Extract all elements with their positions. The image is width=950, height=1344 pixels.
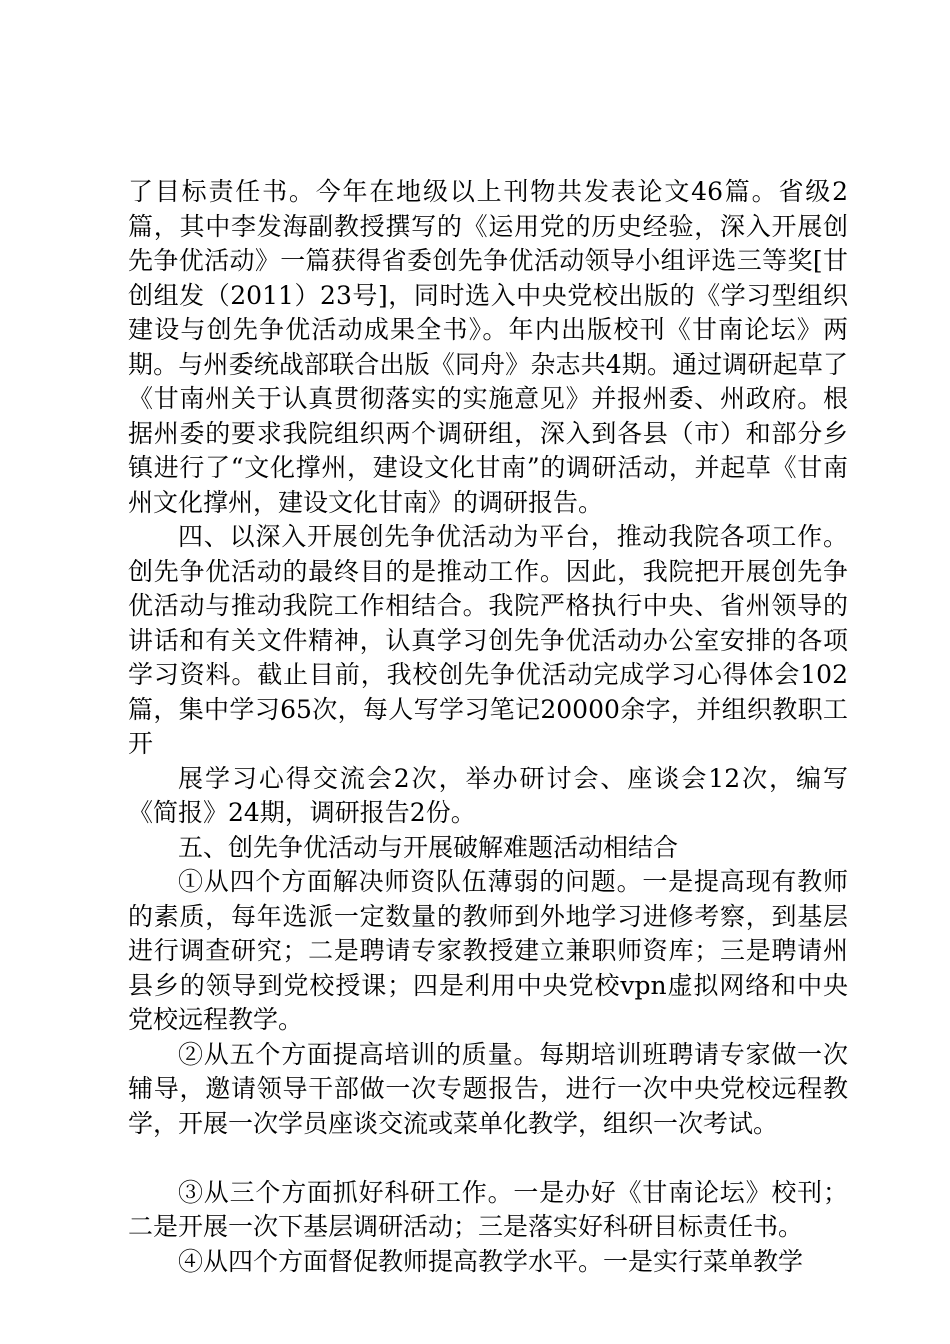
list-item-research-work: ③从三个方面抓好科研工作。一是办好《甘南论坛》校刊；二是开展一次下基层调研活动；三是落实好科研目标责任书。 [128, 1177, 848, 1241]
document-body [128, 175, 848, 1279]
heading-section-five: 五、创先争优活动与开展破解难题活动相结合 [178, 832, 679, 862]
paragraph-responsibility-and-publications: 了目标责任书。今年在地级以上刊物共发表论文46篇。省级2篇，其中李发海副教授撰写的《运用党的历史经验，深入开展创先争优活动》一篇获得省委创先争优活动领导小组评选三等奖[甘创组发（2011）23号]，同时选入中央党校出版的《学习型组织建设与创先争优活动成果全书》。年内出版校刊《甘南论坛》两期。与州委统战部联合出版《同舟》杂志共4期。通过调研起草了《甘南州关于认真贯彻落实的实施意见》并报州委、州政府。根据州委的要求我院组织两个调研组，深入到各县（市）和部分乡镇进行了“文化撑州，建设文化甘南”的调研活动，并起草《甘南州文化撑州，建设文化甘南》的调研报告。 [128, 177, 848, 517]
paragraph-section-four-continued: 展学习心得交流会2次，举办研讨会、座谈会12次，编写《简报》24期，调研报告2份。 [128, 763, 848, 827]
list-item-training-quality: ②从五个方面提高培训的质量。每期培训班聘请专家做一次辅导，邀请领导干部做一次专题报告，进行一次中央党校远程教学，开展一次学员座谈交流或菜单化教学，组织一次考试。 [128, 1039, 848, 1138]
list-item-teaching-level: ④从四个方面督促教师提高教学水平。一是实行菜单教学 [178, 1246, 804, 1276]
list-item-teaching-staff: ①从四个方面解决师资队伍薄弱的问题。一是提高现有教师的素质，每年选派一定数量的教师到外地学习进修考察，到基层进行调查研究；二是聘请专家教授建立兼职师资库；三是聘请州县乡的领导到党校授课；四是利用中央党校vpn虚拟网络和中央党校远程教学。 [128, 867, 848, 1034]
paragraph-section-four: 四、以深入开展创先争优活动为平台，推动我院各项工作。创先争优活动的最终目的是推动工作。因此，我院把开展创先争优活动与推动我院工作相结合。我院严格执行中央、省州领导的讲话和有关文件精神，认真学习创先争优活动办公室安排的各项学习资料。截止目前，我校创先争优活动完成学习心得体会102篇，集中学习65次，每人写学习笔记20000余字，并组织教职工开 [128, 522, 848, 758]
